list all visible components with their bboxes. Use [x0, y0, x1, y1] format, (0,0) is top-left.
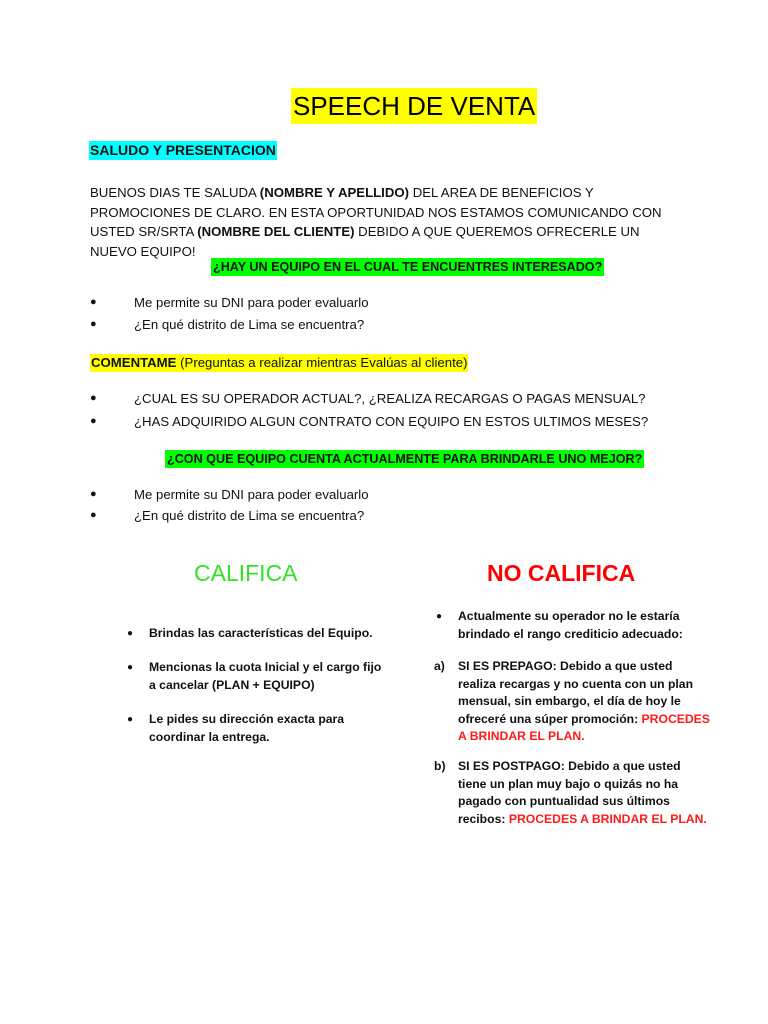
question-equipo-actual: ¿CON QUE EQUIPO CUENTA ACTUALMENTE PARA BRINDARLE UNO MEJOR? — [167, 452, 643, 466]
bullet-icon: ● — [90, 318, 97, 330]
list-item-text: Me permite su DNI para poder evaluarlo — [134, 295, 369, 310]
postpago-text: SI ES POSTPAGO: Debido a que usted tiene un plan muy bajo o quizás no ha pagado con puntualidad sus últimos recibos: — [458, 759, 681, 826]
no-califica-item-b-text — [458, 758, 710, 828]
list-item-text: ¿En qué distrito de Lima se encuentra? — [134, 317, 365, 332]
list-item — [0, 485, 768, 504]
intro-bold-name: (NOMBRE Y APELLIDO) — [259, 185, 410, 200]
califica-item — [127, 625, 397, 643]
califica-item-text: Brindas las características del Equipo. — [149, 626, 373, 640]
califica-item — [127, 711, 397, 746]
page-title: SPEECH DE VENTA — [291, 88, 537, 124]
list-item — [0, 412, 768, 431]
intro-paragraph — [90, 183, 690, 261]
califica-item-text: Mencionas la cuota Inicial y el cargo fijo a cancelar (PLAN + EQUIPO) — [149, 660, 382, 692]
item-marker: a) — [434, 659, 445, 673]
list-item-text: ¿En qué distrito de Lima se encuentra? — [134, 508, 365, 523]
bullet-icon: ● — [127, 662, 134, 673]
califica-heading: CALIFICA — [194, 560, 298, 586]
bullet-icon: ● — [436, 611, 443, 622]
bullet-icon: ● — [90, 392, 97, 404]
califica-item — [127, 659, 397, 694]
list-item-text: ¿CUAL ES SU OPERADOR ACTUAL?, ¿REALIZA RECARGAS O PAGAS MENSUAL? — [134, 391, 646, 406]
prepago-text: SI ES PREPAGO: Debido a que usted realiza recargas y no cuenta con un plan mensual, sin embargo, el día de hoy le ofreceré una súper promoción: — [458, 659, 694, 726]
list-item — [0, 389, 768, 408]
bullet-icon: ● — [127, 628, 134, 639]
bullet-icon: ● — [90, 296, 97, 308]
comentame-heading — [90, 354, 468, 372]
intro-text-3: DEBIDO A QUE QUEREMOS OFRECERLE UN NUEVO EQUIPO! — [90, 224, 640, 259]
question-interesado: ¿HAY UN EQUIPO EN EL CUAL TE ENCUENTRES INTERESADO? — [213, 260, 603, 274]
list-item — [0, 506, 768, 525]
no-califica-item-a — [434, 658, 734, 746]
comentame-label: COMENTAME — [91, 355, 177, 370]
prepago-action: PROCEDES A BRINDAR EL PLAN. — [458, 711, 710, 743]
list-item-text: ¿HAS ADQUIRIDO ALGUN CONTRATO CON EQUIPO EN ESTOS ULTIMOS MESES? — [134, 414, 649, 429]
list-item-text: Me permite su DNI para poder evaluarlo — [134, 487, 369, 502]
no-califica-item-a-text — [458, 658, 710, 746]
item-marker: b) — [434, 759, 446, 773]
postpago-action: PROCEDES A BRINDAR EL PLAN. — [508, 811, 707, 826]
comentame-rest: (Preguntas a realizar mientras Evalúas al cliente) — [176, 355, 468, 370]
intro-text-1: BUENOS DIAS TE SALUDA — [90, 185, 260, 200]
intro-bold-client: (NOMBRE DEL CLIENTE) — [197, 224, 355, 239]
bullet-icon: ● — [90, 488, 97, 500]
intro-text-2: DEL AREA DE BENEFICIOS Y PROMOCIONES DE CLARO. EN ESTA OPORTUNIDAD NOS ESTAMOS COMUNICANDO CON USTED SR/SRTA — [90, 185, 662, 239]
saludo-heading: SALUDO Y PRESENTACION — [90, 142, 276, 158]
list-item — [0, 293, 768, 312]
bullet-icon: ● — [90, 415, 97, 427]
no-califica-bullet-text: Actualmente su operador no le estaría brindado el rango crediticio adecuado: — [458, 609, 683, 641]
bullet-icon: ● — [127, 714, 134, 725]
no-califica-item-b — [434, 758, 734, 828]
bullet-icon: ● — [90, 509, 97, 521]
list-item — [0, 315, 768, 334]
no-califica-heading: NO CALIFICA — [487, 560, 636, 586]
no-califica-bullet — [436, 608, 736, 643]
califica-item-text: Le pides su dirección exacta para coordinar la entrega. — [149, 712, 345, 744]
